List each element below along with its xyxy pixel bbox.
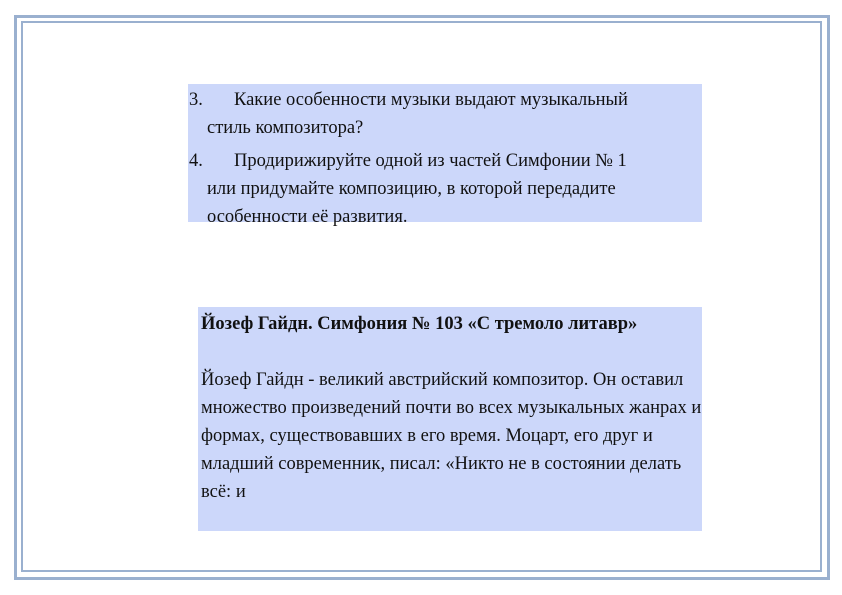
question-number: 4. xyxy=(189,151,203,171)
question-number: 3. xyxy=(189,90,203,110)
question-text-first-line: Какие особенности музыки выдают музыкальный xyxy=(234,90,628,110)
question-item xyxy=(188,84,702,142)
article-body: Йозеф Гайдн - великий австрийский композитор. Он оставил множество произведений почти во всех музыкальных жанрах и формах, существовавших в его время. Моцарт, его друг и младший современник, писал: «Никто не в состоянии делать всё: и xyxy=(201,370,702,502)
article-title: Йозеф Гайдн. Симфония № 103 «С тремоло литавр» xyxy=(201,314,638,334)
question-item xyxy=(188,145,702,231)
article-block xyxy=(198,307,702,531)
question-text-first-line: Продирижируйте одной из частей Симфонии № 1 xyxy=(234,151,627,171)
questions-block xyxy=(188,84,702,227)
question-text-rest: или придумайте композицию, в которой передадите особенности её развития. xyxy=(207,179,616,227)
question-text-rest: стиль композитора? xyxy=(207,118,364,138)
